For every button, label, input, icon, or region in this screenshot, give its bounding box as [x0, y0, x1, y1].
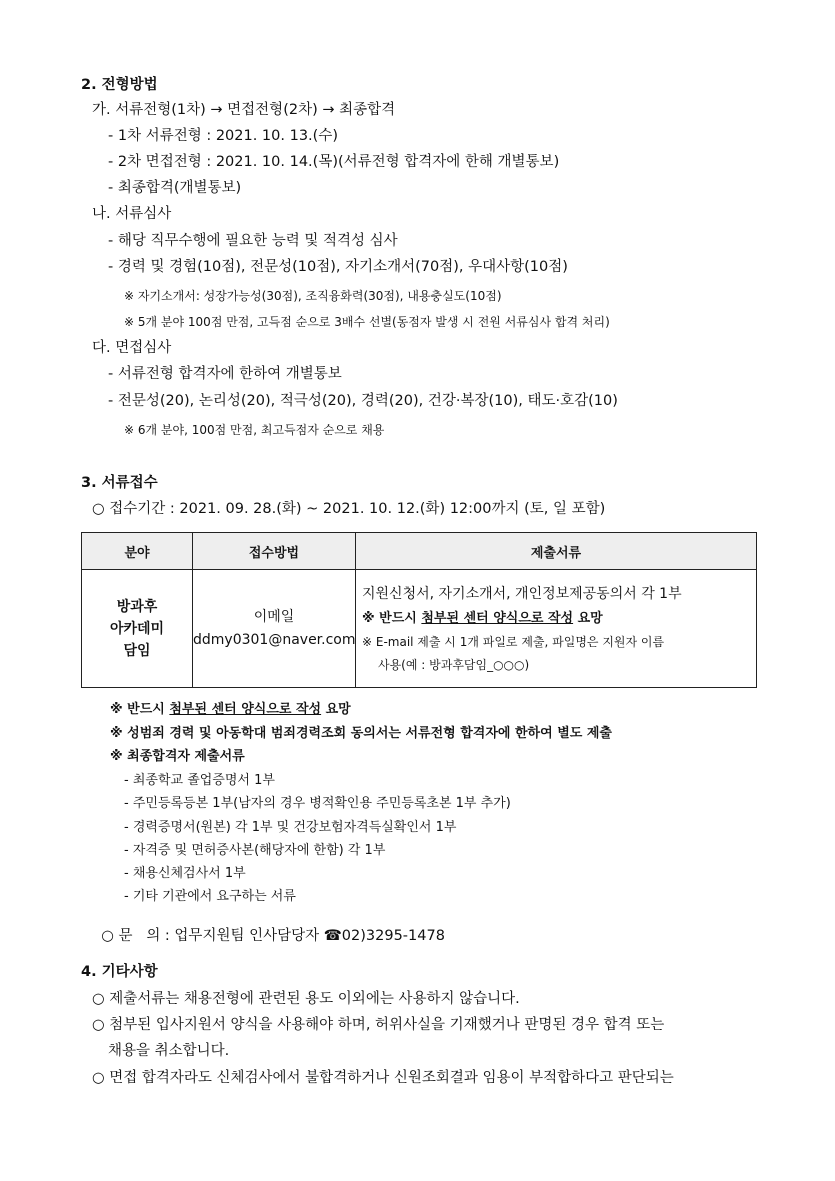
- note-underlined: 첨부된 센터 양식으로 작성: [169, 702, 322, 717]
- final-doc-item: - 채용신체검사서 1부: [124, 866, 246, 881]
- item-da-2: - 전문성(20), 논리성(20), 적극성(20), 경력(20), 건강·복장(10), 태도·호감(10): [108, 393, 618, 409]
- item-ga: 가. 서류전형(1차) → 면접전형(2차) → 최종합격: [92, 102, 396, 118]
- contact-label: ○ 문 의 : 업무지원팀 인사담당자: [101, 927, 324, 944]
- note-criminal-check: ※ 성범죄 경력 및 아동학대 범죄경력조회 동의서는 서류전형 합격자에 한하여 별도 제출: [110, 726, 612, 741]
- note-form-required: [110, 703, 351, 716]
- item-ga-2: - 2차 면접전형 : 2021. 10. 14.(목)(서류전형 합격자에 한해 개별통보): [108, 154, 560, 170]
- note-final-docs-heading: ※ 최종합격자 제출서류: [110, 749, 245, 764]
- section-4-heading: 4. 기타사항: [81, 964, 158, 980]
- item-na: 나. 서류심사: [92, 206, 172, 222]
- table-row: [82, 570, 757, 688]
- final-doc-item: - 경력증명서(원본) 각 1부 및 건강보험자격득실확인서 1부: [124, 820, 457, 835]
- documents-note-prefix: ※ 반드시: [362, 610, 422, 626]
- submission-table: [81, 532, 757, 688]
- item-da-1: - 서류전형 합격자에 한하여 개별통보: [108, 366, 342, 382]
- method-cell: [193, 570, 356, 688]
- final-doc-item: - 자격증 및 면허증사본(해당자에 한함) 각 1부: [124, 843, 386, 858]
- section-3-heading: 3. 서류접수: [81, 475, 158, 491]
- other-item-2-cont: 채용을 취소합니다.: [108, 1043, 230, 1059]
- other-item-1: ○ 제출서류는 채용전형에 관련된 용도 이외에는 사용하지 않습니다.: [92, 991, 520, 1007]
- header-documents: 제출서류: [356, 533, 757, 570]
- field-line: 방과후: [116, 598, 158, 615]
- contact-line: [92, 914, 445, 943]
- documents-note-form: [362, 607, 756, 631]
- application-period: ○ 접수기간 : 2021. 09. 28.(화) ~ 2021. 10. 12.(화) 12:00까지 (토, 일 포함): [92, 501, 606, 517]
- final-doc-item: - 주민등록등본 1부(남자의 경우 병적확인용 주민등록초본 1부 추가): [124, 796, 511, 811]
- documents-note-underlined: 첨부된 센터 양식으로 작성: [421, 610, 574, 626]
- item-na-note-2: ※ 5개 분야 100점 만점, 고득점 순으로 3배수 선별(동점자 발생 시 전원 서류심사 합격 처리): [124, 315, 610, 329]
- note-suffix: 요망: [321, 702, 351, 717]
- item-na-2: - 경력 및 경험(10점), 전문성(10점), 자기소개서(70점), 우대사항(10점): [108, 259, 568, 275]
- other-item-3: ○ 면접 합격자라도 신체검사에서 불합격하거나 신원조회결과 임용이 부적합하다고 판단되는: [92, 1070, 674, 1086]
- email-address[interactable]: ddmy0301@naver.com: [193, 631, 356, 648]
- item-da-note: ※ 6개 분야, 100점 만점, 최고득점자 순으로 채용: [124, 423, 385, 437]
- documents-note-filename: 사용(예 : 방과후담임_○○○): [378, 657, 530, 672]
- final-doc-item: - 최종학교 졸업증명서 1부: [124, 773, 275, 788]
- item-na-note-1: ※ 자기소개서: 성장가능성(30점), 조직융화력(30점), 내용충실도(10점): [124, 289, 502, 303]
- item-ga-3: - 최종합격(개별통보): [108, 180, 242, 196]
- documents-note-suffix: 요망: [573, 610, 603, 626]
- field-line: 담임: [123, 642, 151, 659]
- field-cell: [82, 570, 193, 688]
- documents-note-email: ※ E-mail 제출 시 1개 파일로 제출, 파일명은 지원자 이름: [362, 634, 665, 649]
- phone-icon: ☎: [323, 927, 342, 944]
- final-doc-item: - 기타 기관에서 요구하는 서류: [124, 889, 296, 904]
- header-method: 접수방법: [193, 533, 356, 570]
- item-na-1: - 해당 직무수행에 필요한 능력 및 적격성 심사: [108, 233, 398, 249]
- documents-cell: [356, 570, 757, 688]
- table-header-row: [82, 533, 757, 570]
- header-field: 분야: [82, 533, 193, 570]
- item-ga-1: - 1차 서류전형 : 2021. 10. 13.(수): [108, 128, 338, 144]
- item-da: 다. 면접심사: [92, 340, 172, 356]
- field-line: 아카데미: [109, 620, 165, 637]
- method-label: 이메일: [253, 608, 295, 625]
- contact-phone[interactable]: 02)3295-1478: [341, 927, 445, 944]
- section-2-heading: 2. 전형방법: [81, 77, 158, 93]
- other-item-2: ○ 첨부된 입사지원서 양식을 사용해야 하며, 허위사실을 기재했거나 판명된 경우 합격 또는: [92, 1017, 665, 1033]
- note-prefix: ※ 반드시: [110, 702, 170, 717]
- documents-list: 지원신청서, 자기소개서, 개인정보제공동의서 각 1부: [362, 585, 682, 602]
